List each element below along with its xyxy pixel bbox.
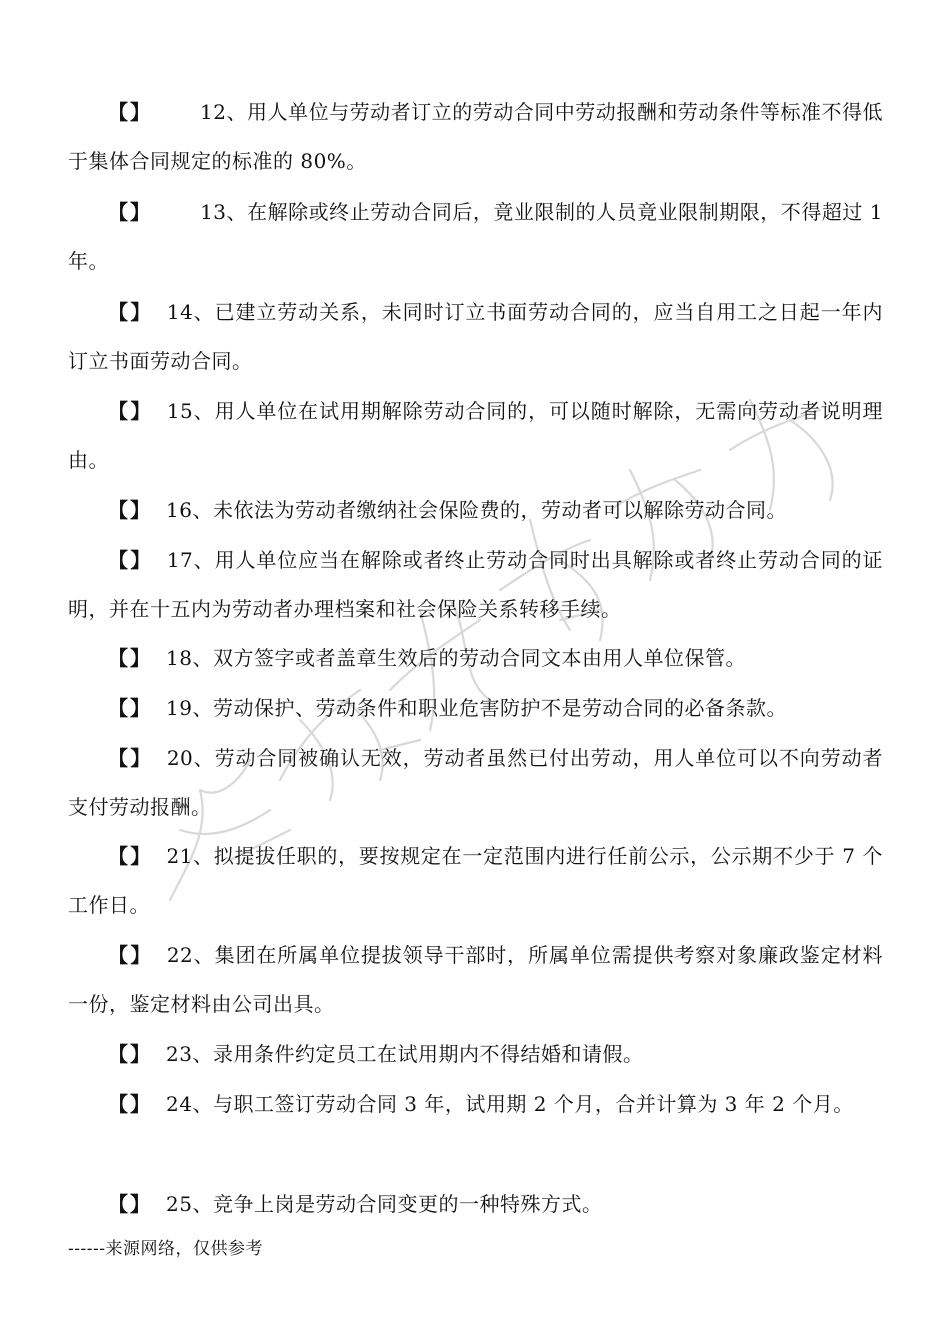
question-item — [68, 931, 883, 1029]
question-item — [68, 734, 883, 832]
answer-bracket: 【】 — [108, 844, 153, 868]
question-item — [68, 1030, 883, 1079]
question-text: 20、劳动合同被确认无效，劳动者虽然已付出劳动，用人单位可以不向劳动者支付劳动报酬。 — [68, 746, 884, 819]
answer-bracket: 【】 — [108, 399, 153, 423]
question-item — [68, 188, 883, 286]
answer-bracket: 【】 — [108, 696, 152, 720]
question-text: 17、用人单位应当在解除或者终止劳动合同时出具解除或者终止劳动合同的证明，并在十五内为劳动者办理档案和社会保险关系转移手续。 — [68, 548, 884, 621]
answer-bracket: 【】 — [108, 1192, 152, 1216]
question-text: 13、在解除或终止劳动合同后，竟业限制的人员竟业限制期限，不得超过 1 年。 — [68, 200, 884, 273]
answer-bracket: 【】 — [108, 1092, 152, 1116]
answer-bracket: 【】 — [108, 646, 152, 670]
question-item — [68, 684, 883, 733]
question-text: 25、竞争上岗是劳动合同变更的一种特殊方式。 — [166, 1192, 603, 1216]
question-text: 24、与职工签订劳动合同 3 年，试用期 2 个月，合并计算为 3 年 2 个月。 — [166, 1092, 854, 1116]
question-text: 16、未依法为劳动者缴纳社会保险费的，劳动者可以解除劳动合同。 — [166, 498, 787, 522]
question-item — [68, 536, 883, 634]
question-item — [68, 387, 883, 485]
answer-bracket: 【】 — [108, 498, 152, 522]
question-item — [68, 486, 883, 535]
question-item — [68, 1080, 883, 1129]
question-text: 14、已建立劳动关系，未同时订立书面劳动合同的，应当自用工之日起一年内订立书面劳动合同。 — [68, 300, 884, 373]
question-item — [68, 634, 883, 683]
question-item — [68, 88, 883, 186]
answer-bracket: 【】 — [108, 100, 153, 124]
answer-bracket: 【】 — [108, 300, 153, 324]
question-text: 19、劳动保护、劳动条件和职业危害防护不是劳动合同的必备条款。 — [166, 696, 787, 720]
question-text: 18、双方签字或者盖章生效后的劳动合同文本由用人单位保管。 — [166, 646, 746, 670]
question-text: 15、用人单位在试用期解除劳动合同的，可以随时解除，无需向劳动者说明理由。 — [68, 399, 884, 472]
question-text: 22、集团在所属单位提拔领导干部时，所属单位需提供考察对象廉政鉴定材料一份，鉴定材料由公司出具。 — [68, 943, 884, 1016]
question-text: 12、用人单位与劳动者订立的劳动合同中劳动报酬和劳动条件等标准不得低于集体合同规定的标准的 80%。 — [68, 100, 884, 173]
question-item — [68, 832, 883, 930]
answer-bracket: 【】 — [108, 200, 153, 224]
question-item — [68, 288, 883, 386]
question-item — [68, 1180, 883, 1229]
answer-bracket: 【】 — [108, 548, 153, 572]
answer-bracket: 【】 — [108, 943, 153, 967]
question-text: 21、拟提拔任职的，要按规定在一定范围内进行任前公示，公示期不少于 7 个工作日。 — [68, 844, 884, 917]
source-footer: ------来源网络，仅供参考 — [68, 1239, 263, 1259]
answer-bracket: 【】 — [108, 746, 153, 770]
question-text: 23、录用条件约定员工在试用期内不得结婚和请假。 — [166, 1042, 644, 1066]
answer-bracket: 【】 — [108, 1042, 152, 1066]
